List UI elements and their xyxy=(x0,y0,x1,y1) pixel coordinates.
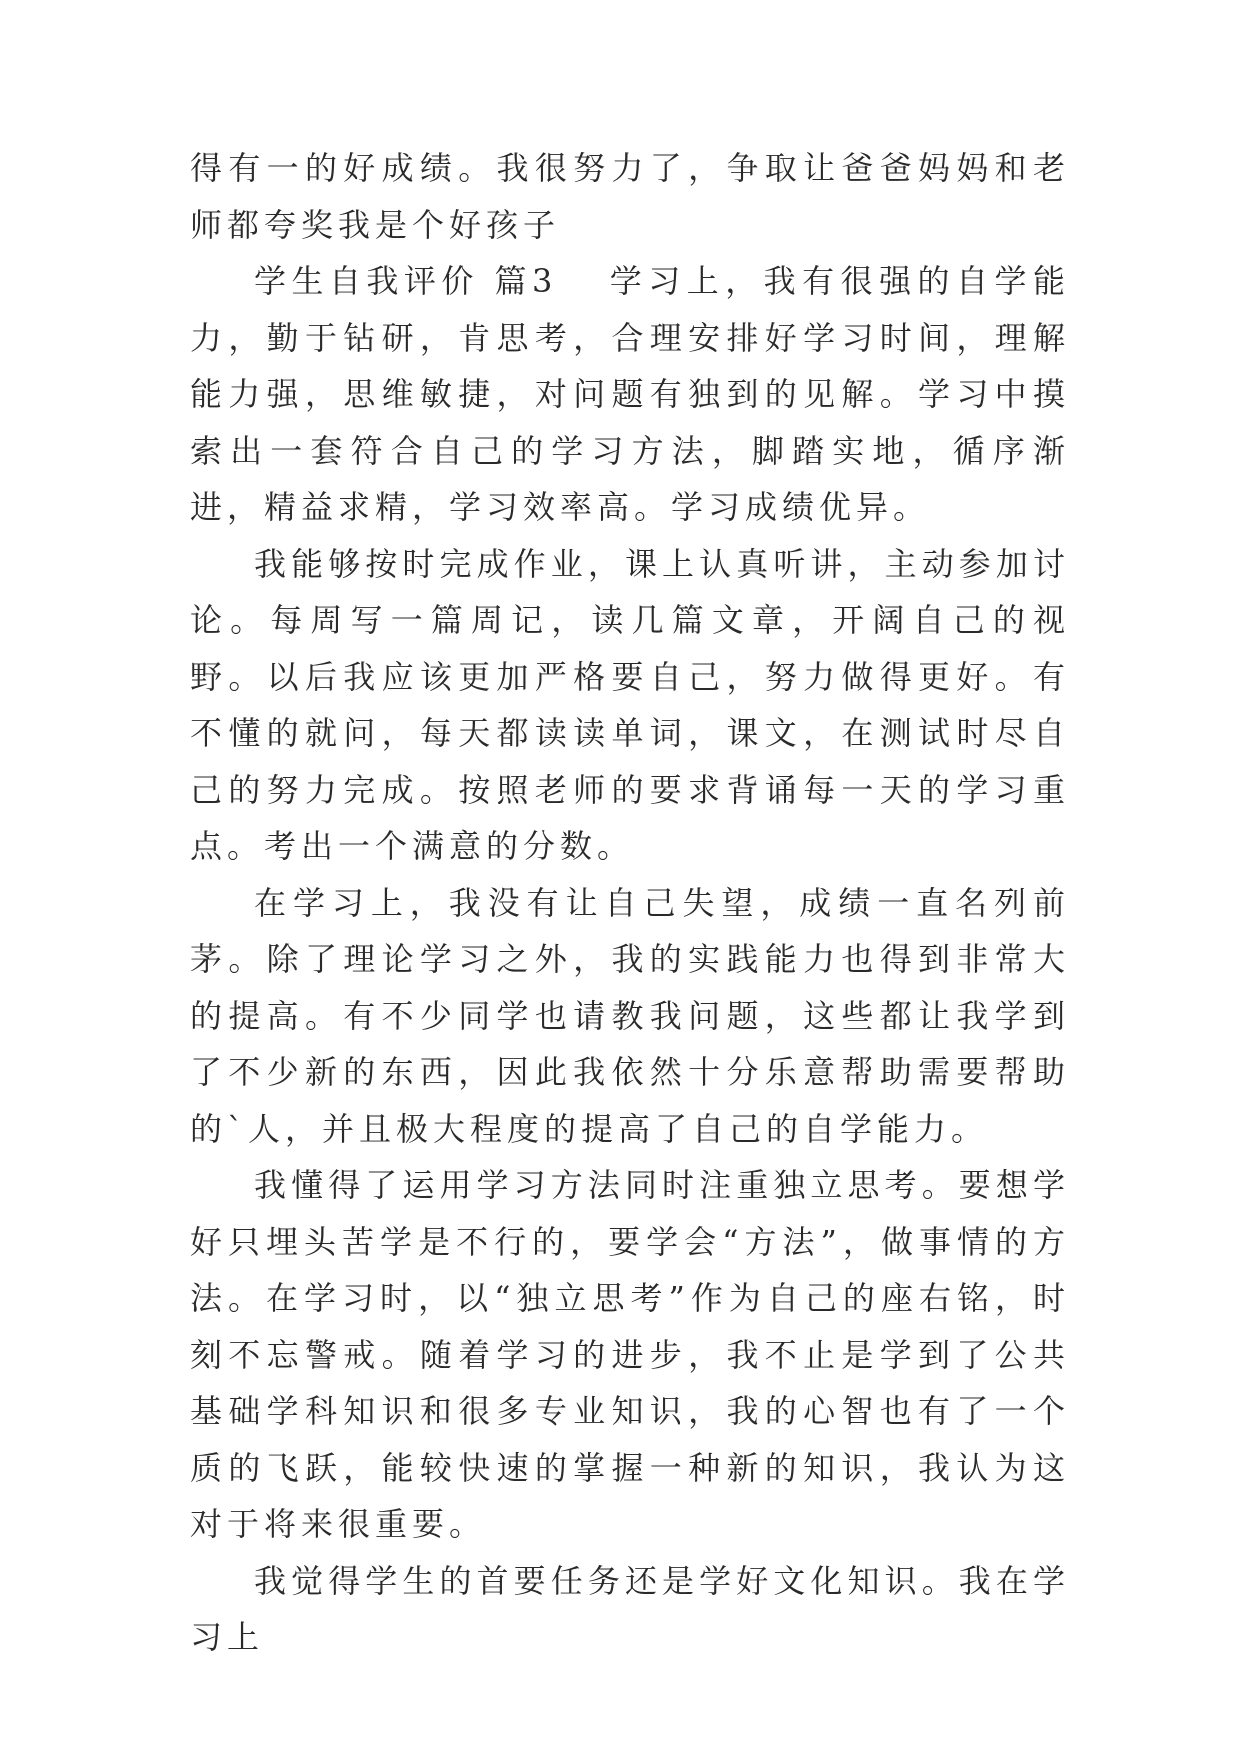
paragraph-primary-task: 我觉得学生的首要任务还是学好文化知识。我在学习上 xyxy=(190,1561,1070,1656)
paragraph-continued: 得有一的好成绩。我很努力了，争取让爸爸妈妈和老师都夸奖我是个好孩子 xyxy=(190,149,1070,244)
paragraph-methods: 我懂得了运用学习方法同时注重独立思考。要想学好只埋头苦学是不行的，要学会“方法”，做事情的方法。在学习时，以“独立思考”作为自己的座右铭，时刻不忘警戒。随着学习的进步，我不止是学到了公共基础学科知识和很多专业知识，我的心智也有了一个质的飞跃，能较快速的掌握一种新的知识，我认为这对于将来很重要。 xyxy=(190,1166,1070,1543)
document-page xyxy=(190,140,1070,1666)
paragraph-section-3 xyxy=(190,253,1070,536)
paragraph-grades: 在学习上，我没有让自己失望，成绩一直名列前茅。除了理论学习之外，我的实践能力也得到非常大的提高。有不少同学也请教我问题，这些都让我学到了不少新的东西，因此我依然十分乐意帮助需要帮助的`人，并且极大程度的提高了自己的自学能力。 xyxy=(190,883,1070,1148)
section-heading: 学生自我评价 篇3 xyxy=(254,262,557,300)
section-3-body: 学习上，我有很强的自学能力，勤于钻研，肯思考，合理安排好学习时间，理解能力强，思维敏捷，对问题有独到的见解。学习中摸索出一套符合自己的学习方法，脚踏实地，循序渐进，精益求精，学习效率高。学习成绩优异。 xyxy=(190,262,1070,526)
paragraph-homework: 我能够按时完成作业，课上认真听讲，主动参加讨论。每周写一篇周记，读几篇文章，开阔自己的视野。以后我应该更加严格要自己，努力做得更好。有不懂的就问，每天都读读单词，课文，在测试时尽自己的努力完成。按照老师的要求背诵每一天的学习重点。考出一个满意的分数。 xyxy=(190,544,1070,865)
